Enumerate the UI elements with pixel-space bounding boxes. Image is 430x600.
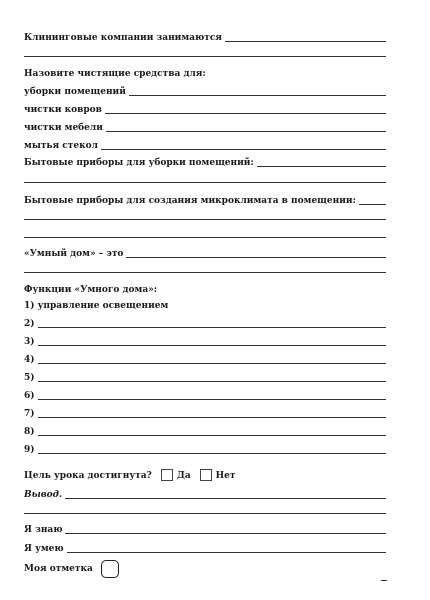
cleaning-item-row [24,120,386,133]
my-grade-label: Моя отметка [24,564,93,574]
function-item-label: 7) [24,409,35,419]
appliances-cleaning-answer-line-2[interactable] [24,182,386,183]
cleaning-item-answer-line[interactable] [101,149,386,150]
cleaning-item-answer-line[interactable] [105,113,386,114]
cleaning-companies-answer-line[interactable] [225,41,386,42]
conclusion-answer-line-2[interactable] [24,513,386,514]
function-item-answer-line[interactable] [38,381,386,382]
cleaning-item-row [24,84,386,97]
smart-home-answer-line[interactable] [126,257,386,258]
appliances-climate-row [24,193,386,206]
page-corner-mark [381,580,387,581]
cleaning-companies-answer-line-2[interactable] [24,56,386,57]
my-grade-row [24,560,386,578]
cleaning-item-label: мытья стекол [24,141,98,151]
function-item-label: 9) [24,445,35,455]
goal-yes-checkbox[interactable] [161,469,173,481]
function-item-row [24,406,386,419]
function-item-label: 5) [24,373,35,383]
appliances-climate-answer-line[interactable] [359,204,386,205]
i-know-row [24,522,386,535]
function-item-answer-line[interactable] [38,363,386,364]
i-know-answer-line[interactable] [65,533,386,534]
cleaning-item-row [24,102,386,115]
goal-question: Цель урока достигнута? [24,471,152,481]
cleaning-item-label: чистки мебели [24,123,103,133]
function-item-row [24,316,386,329]
appliances-cleaning-row [24,155,386,168]
function-item-label: 4) [24,355,35,365]
function-item-row [24,388,386,401]
function-item-label: 2) [24,319,35,329]
function-item-label: 1) управление освещением [24,301,169,311]
function-item-label: 6) [24,391,35,401]
i-can-answer-line[interactable] [67,552,386,553]
function-item-answer-line[interactable] [38,399,386,400]
appliances-climate-answer-line-2[interactable] [24,219,386,220]
function-item-row [24,352,386,365]
appliances-climate-label: Бытовые приборы для создания микроклимата в помещении: [24,196,356,206]
function-item-row [24,370,386,383]
i-can-row [24,541,386,554]
smart-home-answer-line-2[interactable] [24,272,386,273]
function-item-answer-line[interactable] [38,417,386,418]
appliances-cleaning-label: Бытовые приборы для уборки помещений: [24,158,254,168]
cleaning-companies-row [24,30,386,43]
function-item-row [24,424,386,437]
function-item-label: 3) [24,337,35,347]
goal-no-label: Нет [215,471,236,481]
cleaning-item-answer-line[interactable] [129,95,386,96]
function-item-label: 8) [24,427,35,437]
cleaning-item-label: чистки ковров [24,105,102,115]
cleaning-item-row [24,138,386,151]
grade-box[interactable] [101,560,119,578]
smart-home-row [24,246,386,259]
function-item-row [24,442,386,455]
function-item-answer-line[interactable] [38,327,386,328]
smart-home-label: «Умный дом» – это [24,249,124,259]
conclusion-answer-line[interactable] [65,498,386,499]
cleaning-item-answer-line[interactable] [106,131,386,132]
function-item-row [24,298,386,311]
cleaning-agents-heading-row [24,66,386,79]
function-item-row [24,334,386,347]
i-know-label: Я знаю [24,525,63,535]
function-item-answer-line[interactable] [38,435,386,436]
conclusion-row [24,487,386,500]
goal-yes-label: Да [176,471,191,481]
conclusion-label: Вывод. [24,490,63,500]
appliances-cleaning-answer-line[interactable] [257,166,386,167]
functions-heading: Функции «Умного дома»: [24,285,158,295]
function-item-answer-line[interactable] [38,345,386,346]
appliances-climate-answer-line-3[interactable] [24,237,386,238]
functions-heading-row [24,282,386,295]
function-item-answer-line[interactable] [38,453,386,454]
goal-no-checkbox[interactable] [200,469,212,481]
cleaning-companies-label: Клининговые компании занимаются [24,33,222,43]
cleaning-agents-heading: Назовите чистящие средства для: [24,69,206,79]
cleaning-item-label: уборки помещений [24,87,126,97]
i-can-label: Я умею [24,544,64,554]
goal-row [24,468,386,481]
